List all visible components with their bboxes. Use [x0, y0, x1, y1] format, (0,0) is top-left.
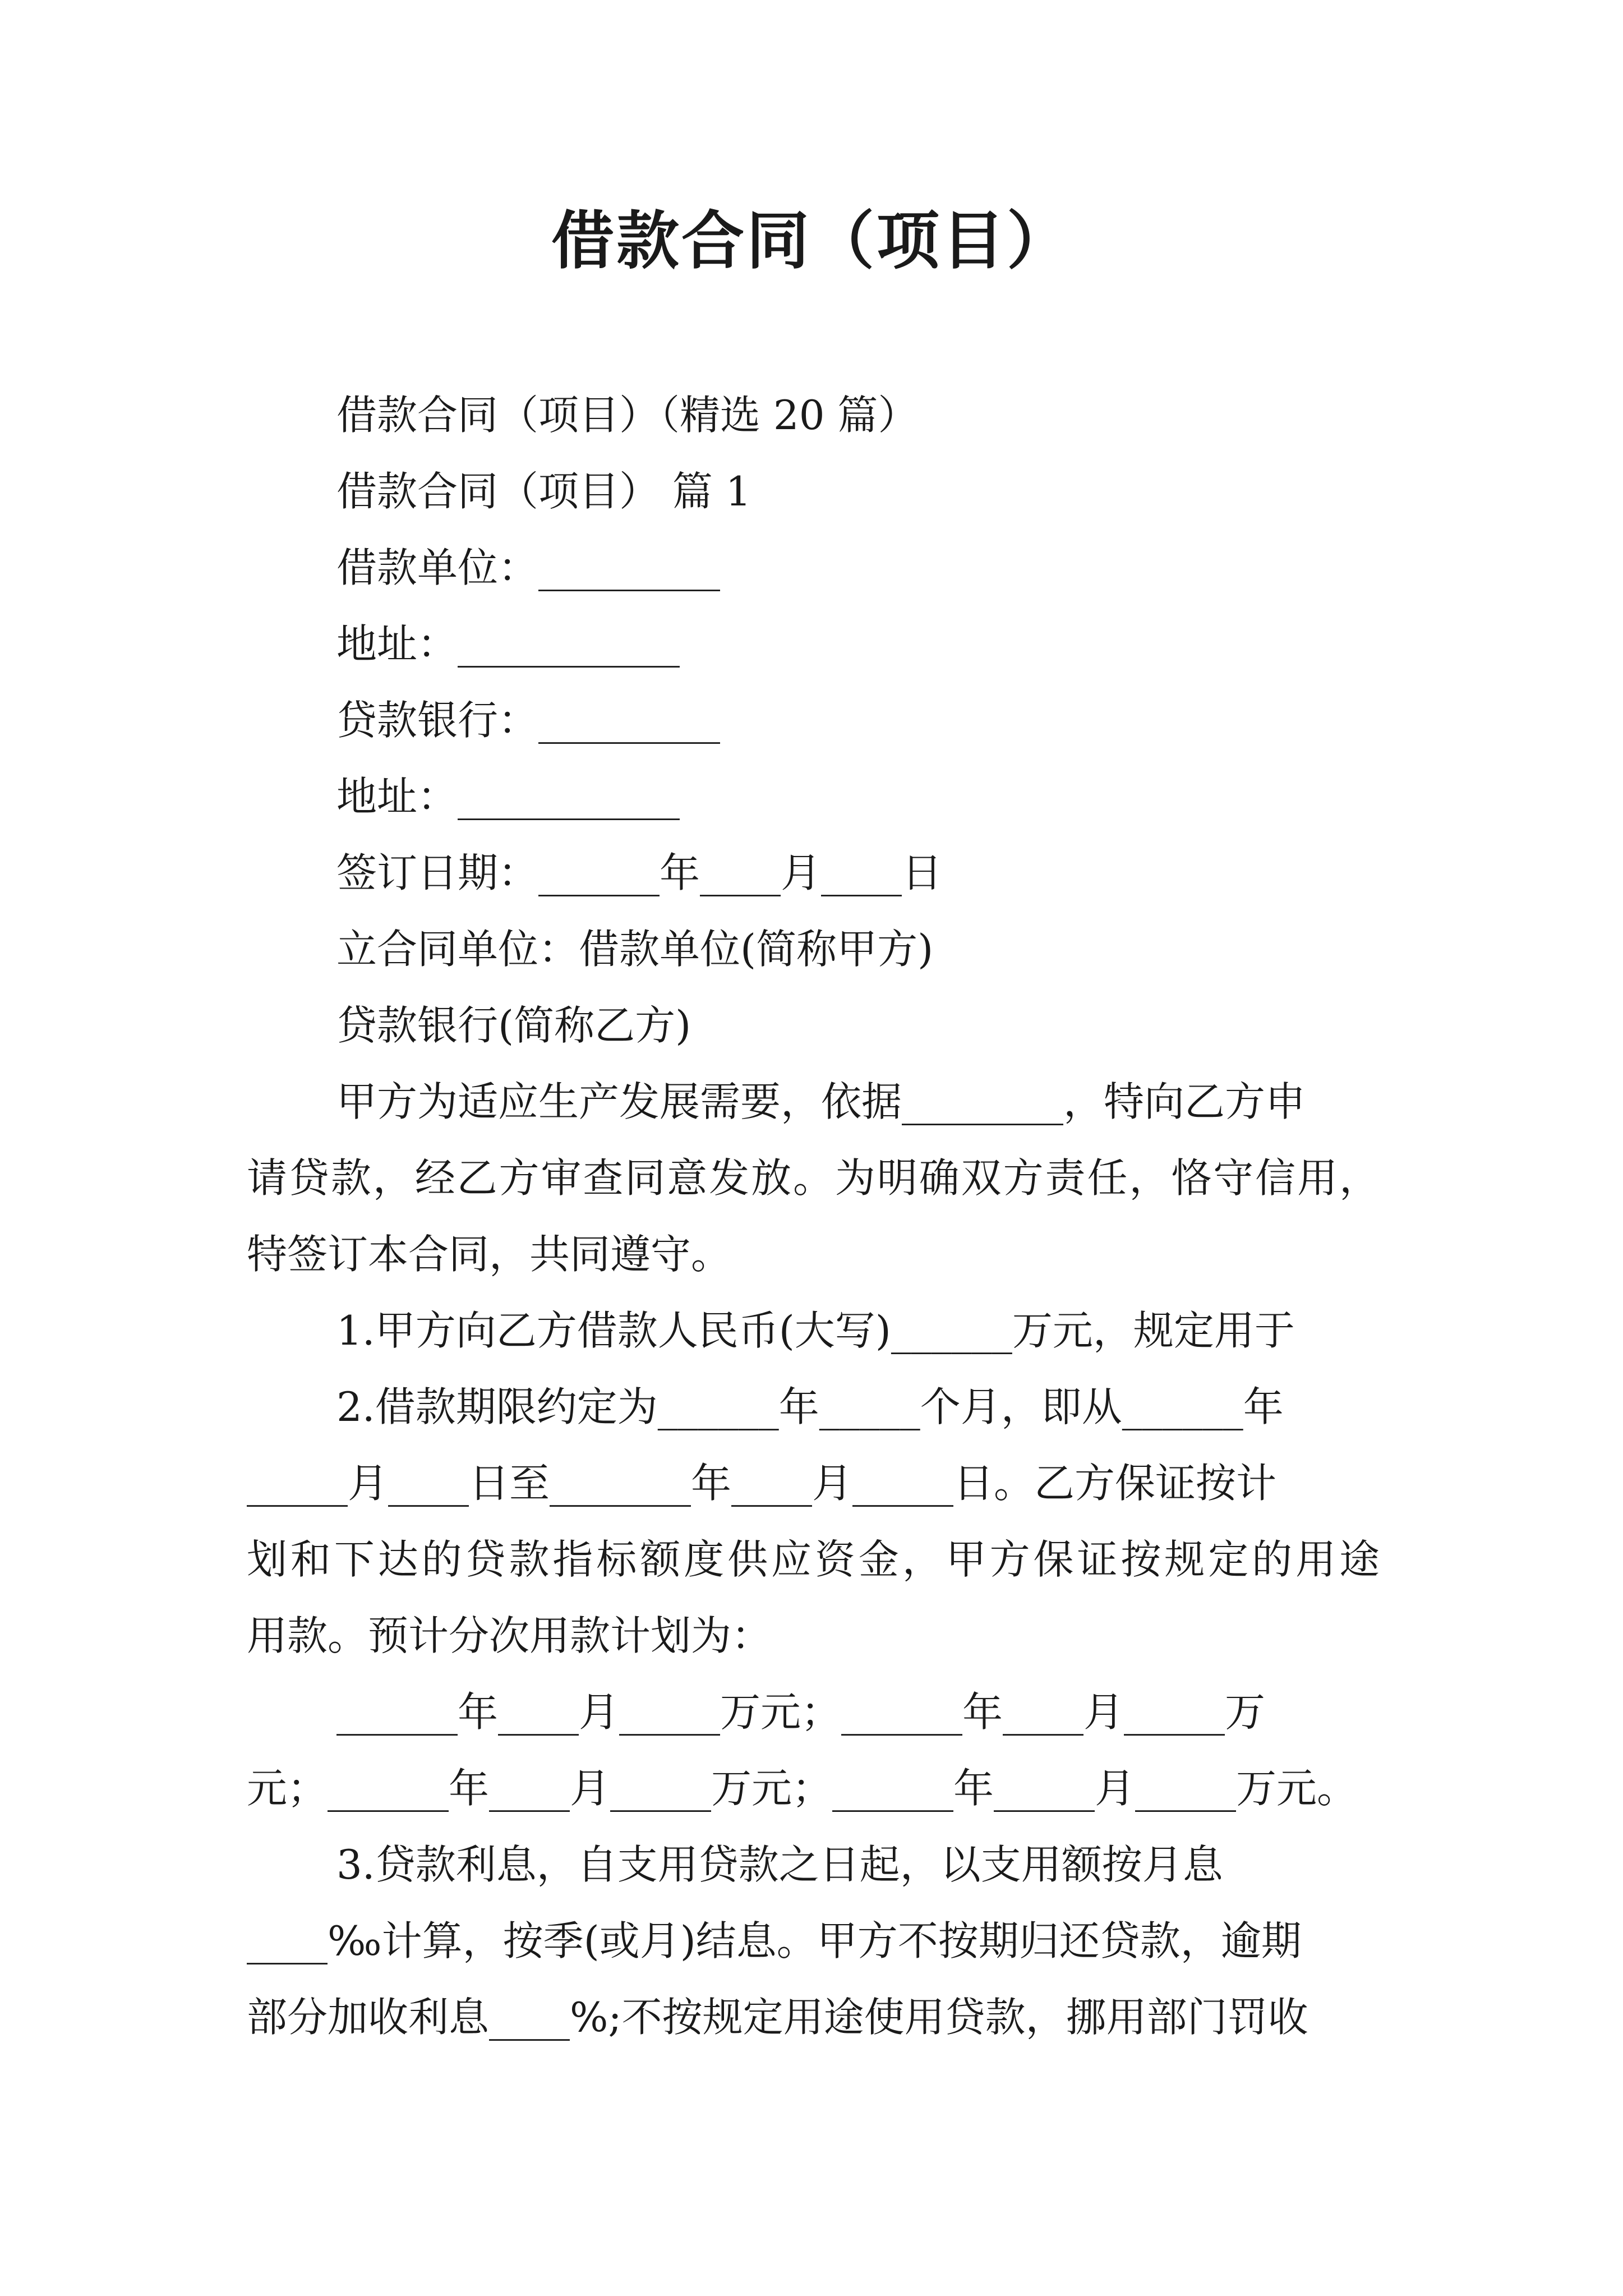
- paragraph-line: 用款。预计分次用款计划为：: [247, 1612, 772, 1659]
- borrower-unit-field: 借款单位：_________: [336, 544, 721, 591]
- paragraph-line: 甲方为适应生产发展需要，依据________，特向乙方申: [336, 1078, 1306, 1125]
- document-title: 借款合同（项目）: [551, 204, 1072, 278]
- paragraph-line: 请贷款，经乙方审查同意发放。为明确双方责任，恪守信用，: [247, 1154, 1380, 1202]
- party-b-line: 贷款银行(简称乙方): [336, 1002, 691, 1049]
- document-subtitle: 借款合同（项目）（精选 20 篇）: [336, 392, 919, 439]
- bank-address-field: 地址：___________: [336, 773, 680, 820]
- section-heading: 借款合同（项目） 篇 1: [336, 468, 751, 515]
- clause-2: 2.借款期限约定为______年_____个月，即从______年: [336, 1383, 1284, 1430]
- paragraph-line: 部分加收利息____%;不按规定用途使用贷款，挪用部门罚收: [247, 1994, 1308, 2041]
- usage-plan-line: ______年____月_____万元；______年____月_____万: [336, 1688, 1266, 1736]
- clause-3: 3.贷款利息，自支用贷款之日起，以支用额按月息: [336, 1841, 1223, 1888]
- signing-date-field: 签订日期：______年____月____日: [336, 849, 943, 896]
- clause-1: 1.甲方向乙方借款人民币(大写)______万元，规定用于: [336, 1307, 1295, 1354]
- paragraph-line: 特签订本合同，共同遵守。: [247, 1231, 732, 1278]
- usage-plan-line: 元；______年____月_____万元；______年_____月_____万元。: [247, 1765, 1358, 1812]
- party-a-line: 立合同单位：借款单位(简称甲方): [336, 926, 934, 973]
- lending-bank-field: 贷款银行：_________: [336, 697, 721, 744]
- paragraph-line: ____‰计算，按季(或月)结息。甲方不按期归还贷款，逾期: [247, 1917, 1302, 1964]
- paragraph-line: _____月____日至_______年____月_____日。乙方保证按计: [247, 1460, 1277, 1507]
- borrower-address-field: 地址：___________: [336, 620, 680, 668]
- paragraph-line: 划和下达的贷款指标额度供应资金，甲方保证按规定的用途: [247, 1536, 1380, 1583]
